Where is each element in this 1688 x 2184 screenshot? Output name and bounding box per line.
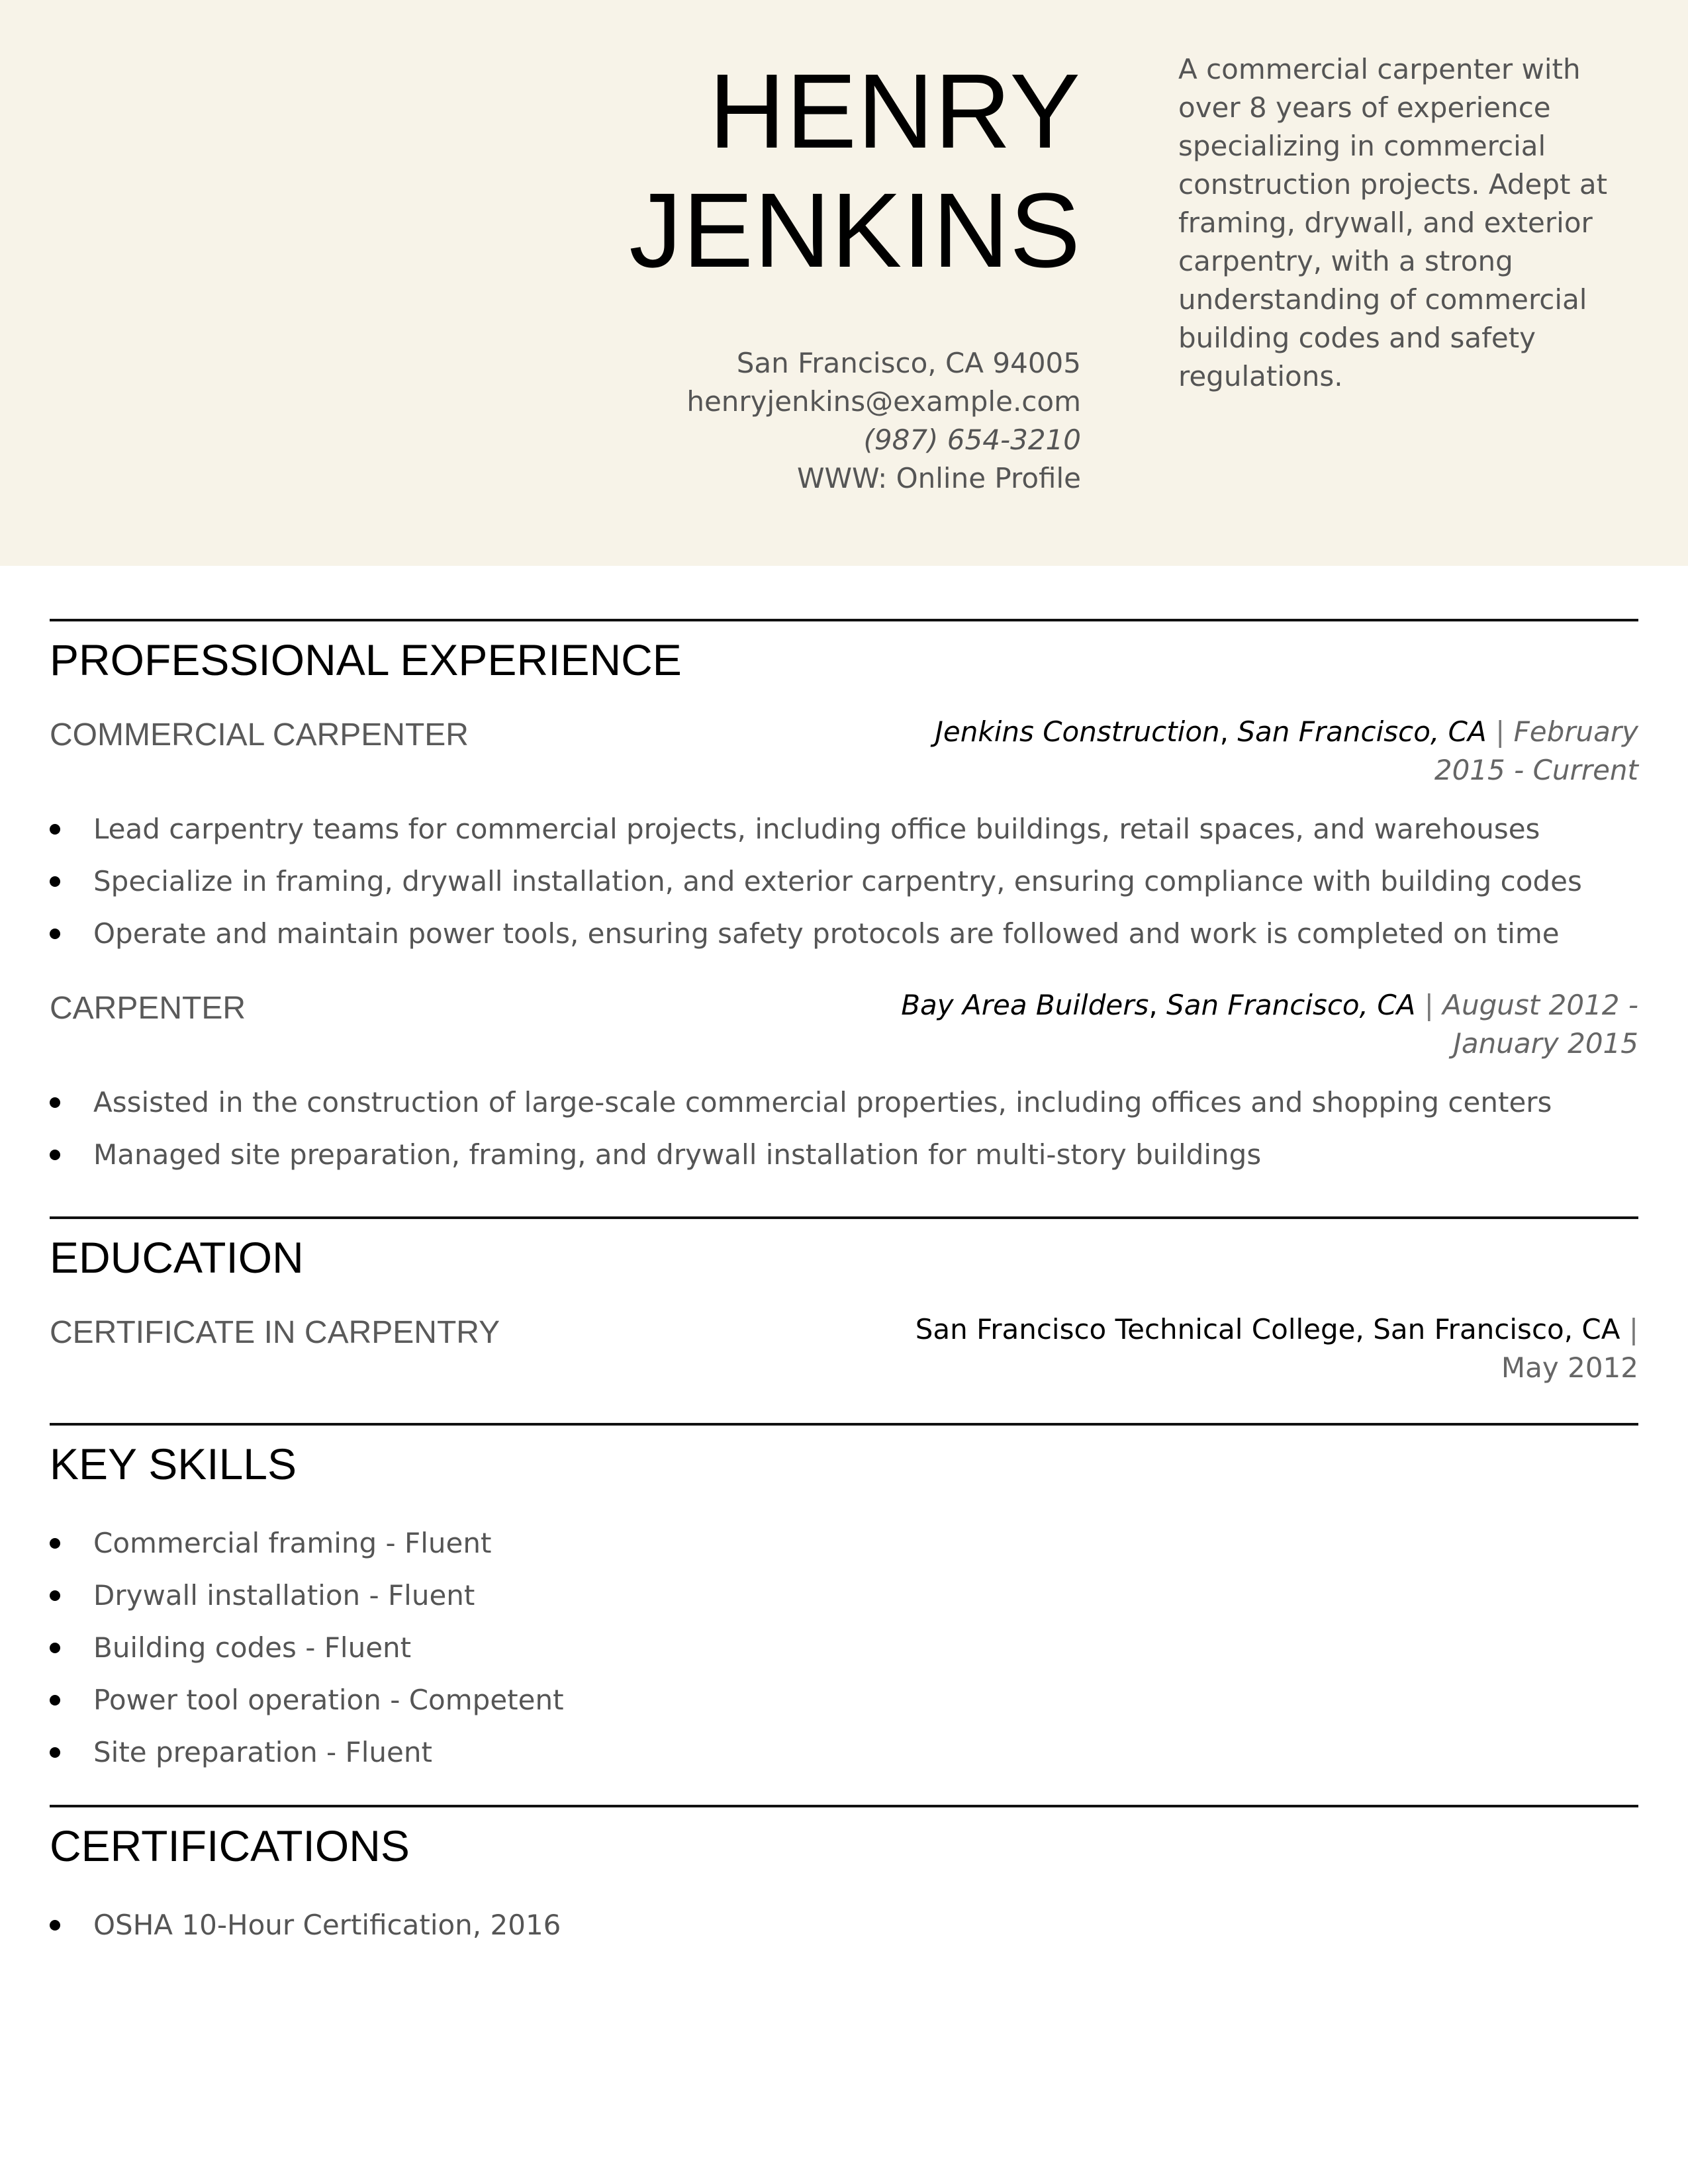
education-entry: [50, 1310, 1638, 1387]
job-title: COMMERCIAL CARPENTER: [50, 717, 469, 752]
company-name: Jenkins Construction: [935, 715, 1220, 748]
resume-header: [0, 0, 1688, 566]
list-item: Managed site preparation, framing, and drywall installation for multi-story buildings: [50, 1128, 1638, 1181]
address: San Francisco, CA 94005: [736, 347, 1081, 379]
list-item: Building codes - Fluent: [50, 1621, 1638, 1674]
website-link[interactable]: WWW: Online Profile: [796, 462, 1081, 494]
job-meta: Bay Area Builders, San Francisco, CA | August 2012 - January 2015: [877, 986, 1638, 1063]
degree-title: CERTIFICATE IN CARPENTRY: [50, 1315, 500, 1350]
job-meta: Jenkins Construction, San Francisco, CA | February 2015 - Current: [877, 713, 1638, 790]
meta-separator: |: [1628, 1313, 1638, 1345]
job-dates-start: February: [1513, 715, 1638, 748]
section-title-experience: PROFESSIONAL EXPERIENCE: [50, 635, 682, 684]
experience-section: [50, 619, 1638, 1181]
list-item: Site preparation - Fluent: [50, 1726, 1638, 1778]
company-name: Bay Area Builders: [901, 989, 1149, 1021]
job-dates-end: 2015 - Current: [1434, 754, 1638, 786]
education-meta: [877, 1310, 1638, 1387]
meta-separator: |: [1424, 989, 1434, 1021]
education-section: [50, 1216, 1638, 1387]
job-entry: [50, 713, 1638, 790]
contact-info: [419, 344, 1081, 498]
last-name: JENKINS: [629, 171, 1081, 289]
section-title-certifications: CERTIFICATIONS: [50, 1821, 410, 1870]
job-bullets: [50, 803, 1638, 960]
job-dates-end: January 2015: [1453, 1027, 1638, 1060]
first-name: HENRY: [708, 52, 1081, 170]
list-item: OSHA 10-Hour Certification, 2016: [50, 1899, 1638, 1951]
job-bullets: [50, 1076, 1638, 1181]
job-location: San Francisco, CA: [1166, 989, 1416, 1021]
phone-number: (987) 654-3210: [863, 424, 1081, 456]
skills-section: [50, 1423, 1638, 1778]
list-item: Assisted in the construction of large-scale commercial properties, including offices and shopping centers: [50, 1076, 1638, 1128]
job-dates-start: August 2012 -: [1442, 989, 1638, 1021]
candidate-name: [353, 52, 1081, 290]
list-item: Specialize in framing, drywall installation, and exterior carpentry, ensuring compliance with building codes: [50, 855, 1638, 907]
section-title-skills: KEY SKILLS: [50, 1439, 297, 1488]
list-item: Power tool operation - Competent: [50, 1674, 1638, 1726]
job-entry: [50, 986, 1638, 1063]
skills-list: [50, 1517, 1638, 1778]
list-item: Drywall installation - Fluent: [50, 1569, 1638, 1621]
graduation-date: May 2012: [1501, 1351, 1638, 1384]
certifications-section: [50, 1805, 1638, 1951]
professional-summary: A commercial carpenter with over 8 years of experience specializing in commercial construction projects. Adept at framing, drywall, and exterior carpentry, with a strong understanding of commercial building codes and safety regulations.: [1178, 53, 1608, 392]
email-link[interactable]: henryjenkins@example.com: [686, 385, 1081, 418]
list-item: Lead carpentry teams for commercial projects, including office buildings, retail spaces, and warehouses: [50, 803, 1638, 855]
job-location: San Francisco, CA: [1237, 715, 1487, 748]
list-item: Operate and maintain power tools, ensuring safety protocols are followed and work is completed on time: [50, 907, 1638, 960]
section-title-education: EDUCATION: [50, 1233, 304, 1282]
resume-body: [50, 619, 1638, 1951]
school-name: San Francisco Technical College, San Francisco, CA: [915, 1313, 1620, 1345]
certifications-list: [50, 1899, 1638, 1951]
meta-separator: |: [1495, 715, 1505, 748]
job-title: CARPENTER: [50, 991, 246, 1026]
list-item: Commercial framing - Fluent: [50, 1517, 1638, 1569]
